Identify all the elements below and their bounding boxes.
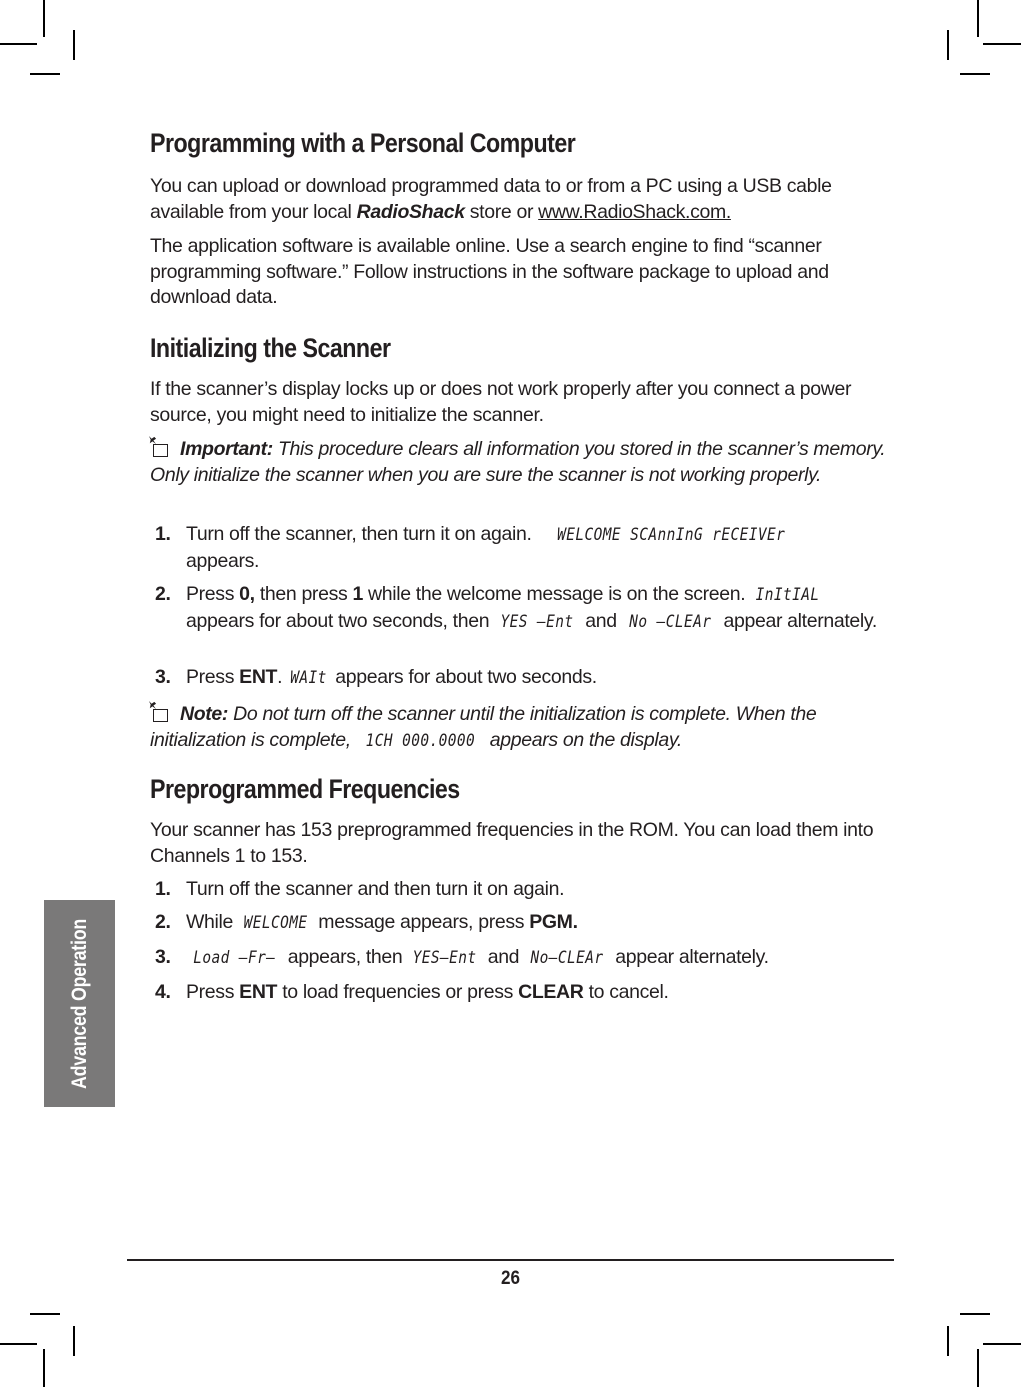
- lcd-text: YES—Ent: [413, 948, 477, 968]
- paragraph-usb-cable: You can upload or download programmed data to or from a PC using a USB cable available from your local RadioShack store or www.RadioShack.com.: [150, 175, 832, 223]
- crop-mark: [947, 1326, 949, 1356]
- init-note: Note: Do not turn off the scanner until the initialization is complete. When the initialization is complete, 1CH 000.0000 appears on the display.: [150, 702, 890, 754]
- pinned-note-icon: [150, 706, 170, 722]
- crop-mark: [43, 0, 45, 37]
- lcd-text: InItIAL: [756, 585, 820, 605]
- lcd-text: No —CLEAr: [629, 611, 712, 632]
- crop-mark: [960, 1313, 990, 1315]
- lcd-text: No—CLEAr: [530, 948, 604, 968]
- lcd-text: WELCOME: [243, 913, 308, 933]
- crop-mark: [0, 1343, 37, 1345]
- website-link[interactable]: www.RadioShack.com.: [538, 200, 731, 223]
- lcd-text: Load –Fr–: [193, 948, 276, 968]
- crop-mark: [983, 1343, 1021, 1345]
- paragraph-init-intro: If the scanner’s display locks up or does not work properly after you connect a power source, you might need to initialize the scanner.: [150, 378, 852, 426]
- crop-mark: [977, 1349, 979, 1387]
- crop-mark: [983, 43, 1021, 45]
- section-heading-preprogrammed: Preprogrammed Frequencies: [150, 774, 460, 804]
- side-tab-advanced-operation: [44, 900, 115, 1107]
- crop-mark: [43, 1349, 45, 1387]
- lcd-text: WELCOME SCAnnInG rECEIVEr: [556, 525, 785, 545]
- crop-mark: [73, 1326, 75, 1356]
- side-tab-label: Advanced Operation: [67, 918, 91, 1089]
- section-heading-pc-programming: Programming with a Personal Computer: [150, 128, 576, 158]
- brand-name: RadioShack: [356, 200, 465, 223]
- page-number: 26: [500, 1268, 521, 1289]
- crop-mark: [30, 73, 60, 75]
- crop-mark: [960, 73, 990, 75]
- paragraph-preprogrammed-intro: Your scanner has 153 preprogrammed frequencies in the ROM. You can load them into Channels 1 to 153.: [150, 819, 874, 867]
- important-note: Important: This procedure clears all information you stored in the scanner’s memory. Only initialize the scanner when you are sure the scanner is not working properly.: [150, 438, 886, 486]
- crop-mark: [947, 30, 949, 60]
- footer-rule: [127, 1259, 894, 1261]
- crop-mark: [977, 0, 979, 37]
- pinned-note-icon: [150, 441, 170, 457]
- lcd-text: WAIt: [290, 668, 327, 688]
- crop-mark: [73, 30, 75, 60]
- lcd-text: 1CH 000.0000: [365, 730, 476, 751]
- section-heading-initializing: Initializing the Scanner: [150, 333, 391, 363]
- crop-mark: [30, 1313, 60, 1315]
- lcd-text: YES —Ent: [500, 611, 574, 632]
- paragraph-software: The application software is available online. Use a search engine to find “scanner programming software.” Follow instructions in the software package to upload and download data.: [150, 235, 829, 308]
- crop-mark: [0, 43, 37, 45]
